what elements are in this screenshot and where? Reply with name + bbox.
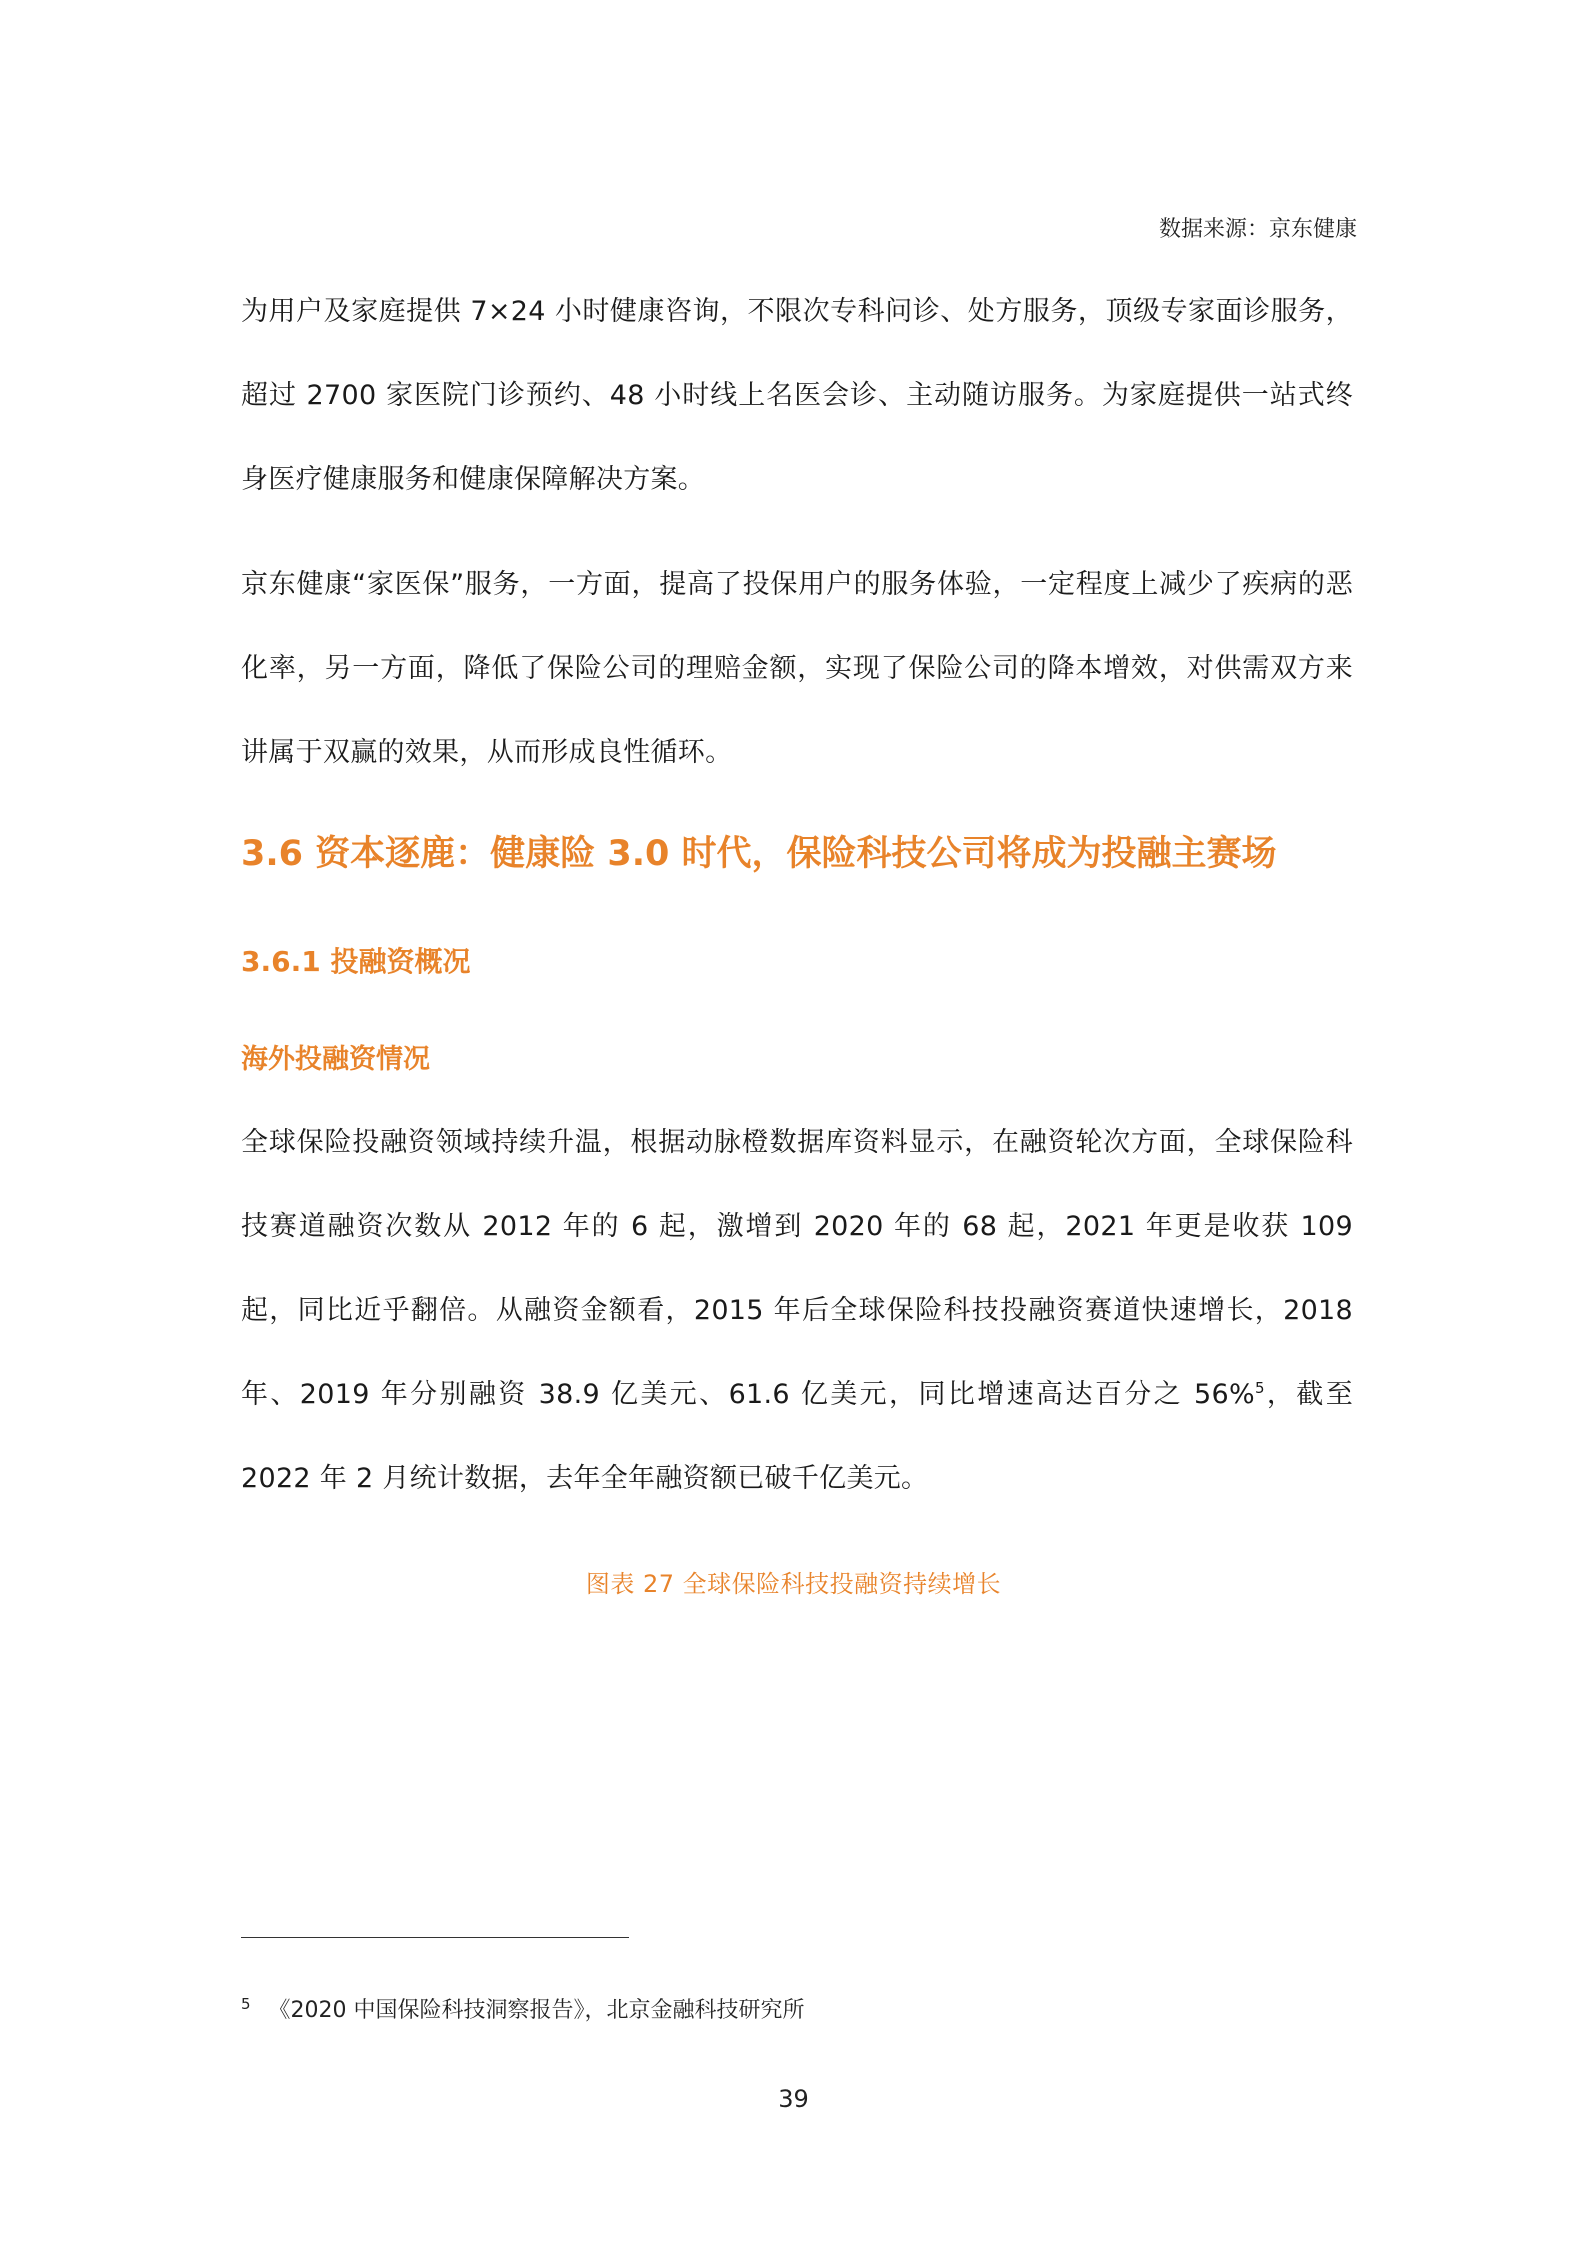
footnote-number: 5 (241, 1994, 251, 2013)
footnote-reference[interactable]: 5 (1254, 1379, 1265, 1397)
subsection-heading: 3.6.1 投融资概况 (241, 945, 471, 978)
section-heading: 3.6 资本逐鹿：健康险 3.0 时代，保险科技公司将成为投融主赛场 (241, 834, 1277, 874)
footnote-divider (241, 1937, 629, 1938)
paragraph-family-insurance: 京东健康“家医保”服务，一方面，提高了投保用户的服务体验，一定程度上减少了疾病的恶化率，另一方面，降低了保险公司的理赔金额，实现了保险公司的降本增效，对供需双方来讲属于双赢的效果，从而形成良性循环。 (241, 569, 1353, 768)
data-source-note: 数据来源：京东健康 (1158, 217, 1357, 242)
paragraph-text-part-1: 全球保险投融资领域持续升温，根据动脉橙数据库资料显示，在融资轮次方面，全球保险科技赛道融资次数从 2012 年的 6 起，激增到 2020 年的 68 起，2021 年更是收获 109 起，同比近乎翻倍。从融资金额看，2015 年后全球保险科技投融资赛道快速增长，2018 年、2019 年分别融资 38.9 亿美元、61.6 亿美元，同比增速高达百分之 56% (241, 1127, 1353, 1410)
footnote (241, 1993, 805, 2024)
figure-caption: 图表 27 全球保险科技投融资持续增长 (585, 1570, 1002, 1598)
paragraph-text-part-2: ，截至 2022 年 2 月统计数据，去年全年融资额已破千亿美元。 (241, 1379, 1353, 1494)
paragraph-global-investment (241, 1101, 1353, 1521)
footnote-text: 《2020 中国保险科技洞察报告》，北京金融科技研究所 (268, 1998, 805, 2023)
page-number: 39 (778, 2085, 809, 2113)
paragraph-jd-health-services: 为用户及家庭提供 7×24 小时健康咨询，不限次专科问诊、处方服务，顶级专家面诊服务，超过 2700 家医院门诊预约、48 小时线上名医会诊、主动随访服务。为家庭提供一站式终身医疗健康服务和健康保障解决方案。 (241, 296, 1353, 495)
minor-heading: 海外投融资情况 (241, 1044, 430, 1075)
